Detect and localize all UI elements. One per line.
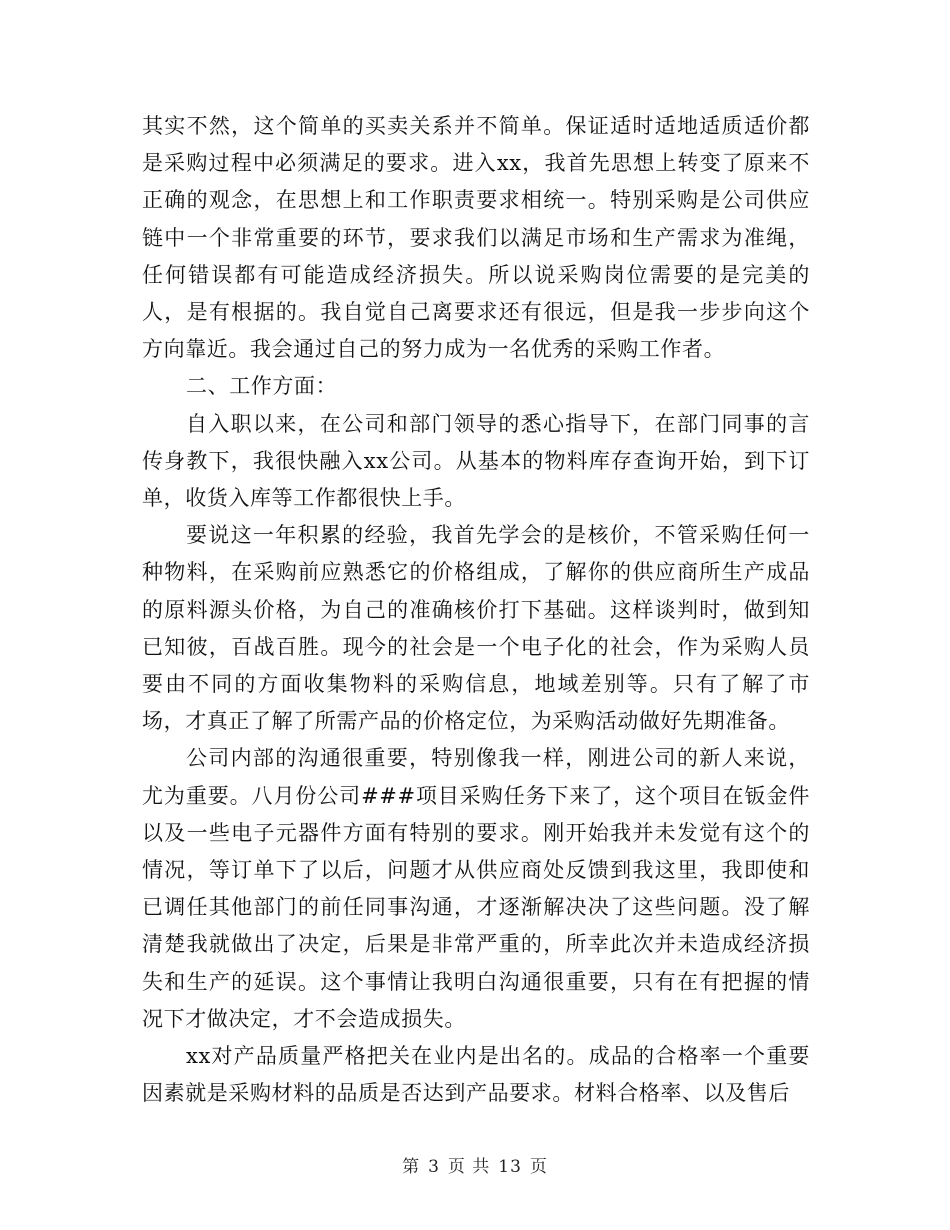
paragraph-5: 公司内部的沟通很重要，特别像我一样，刚进公司的新人来说，尤为重要。八月份公司###项目采购任务下来了，这个项目在钣金件以及一些电子元器件方面有特别的要求。刚开始我并未发觉有这个的情况，等订单下了以后，问题才从供应商处反馈到我这里，我即使和已调任其他部门的前任同事沟通，才逐渐解决决了这些问题。没了解清楚我就做出了决定，后果是非常严重的，所幸此次并未造成经济损失和生产的延误。这个事情让我明白沟通很重要，只有在有把握的情况下才做决定，才不会造成损失。 xyxy=(142,746,810,1031)
paragraph-3: 自入职以来，在公司和部门领导的悉心指导下，在部门同事的言传身教下，我很快融入xx公司。从基本的物料库存查询开始，到下订单，收货入库等工作都很快上手。 xyxy=(142,411,810,511)
paragraph-1: 其实不然，这个简单的买卖关系并不简单。保证适时适地适质适价都是采购过程中必须满足的要求。进入xx，我首先思想上转变了原来不正确的观念，在思想上和工作职责要求相统一。特别采购是公司供应链中一个非常重要的环节，要求我们以满足市场和生产需求为准绳，任何错误都有可能造成经济损失。所以说采购岗位需要的是完美的人，是有根据的。我自觉自己离要求还有很远，但是我一步步向这个方向靠近。我会通过自己的努力成为一名优秀的采购工作者。 xyxy=(142,114,810,362)
footer-suffix: 页 xyxy=(529,1157,548,1177)
footer-middle: 页 共 xyxy=(447,1157,491,1177)
document-body xyxy=(142,108,810,1112)
footer-page-number: 3 xyxy=(428,1157,440,1177)
paragraph-6: xx对产品质量严格把关在业内是出名的。成品的合格率一个重要因素就是采购材料的品质是否达到产品要求。材料合格率、以及售后 xyxy=(142,1044,810,1106)
footer-prefix: 第 xyxy=(402,1157,421,1177)
page-footer xyxy=(0,1152,950,1177)
section-heading-work: 二、工作方面： xyxy=(186,374,338,399)
paragraph-4: 要说这一年积累的经验，我首先学会的是核价，不管采购任何一种物料，在采购前应熟悉它的价格组成，了解你的供应商所生产成品的原料源头价格，为自己的准确核价打下基础。这样谈判时，做到知已知彼，百战百胜。现今的社会是一个电子化的社会，作为采购人员要由不同的方面收集物料的采购信息，地域差别等。只有了解了市场，才真正了解了所需产品的价格定位，为采购活动做好先期准备。 xyxy=(142,523,810,734)
footer-total-pages: 13 xyxy=(498,1157,522,1177)
